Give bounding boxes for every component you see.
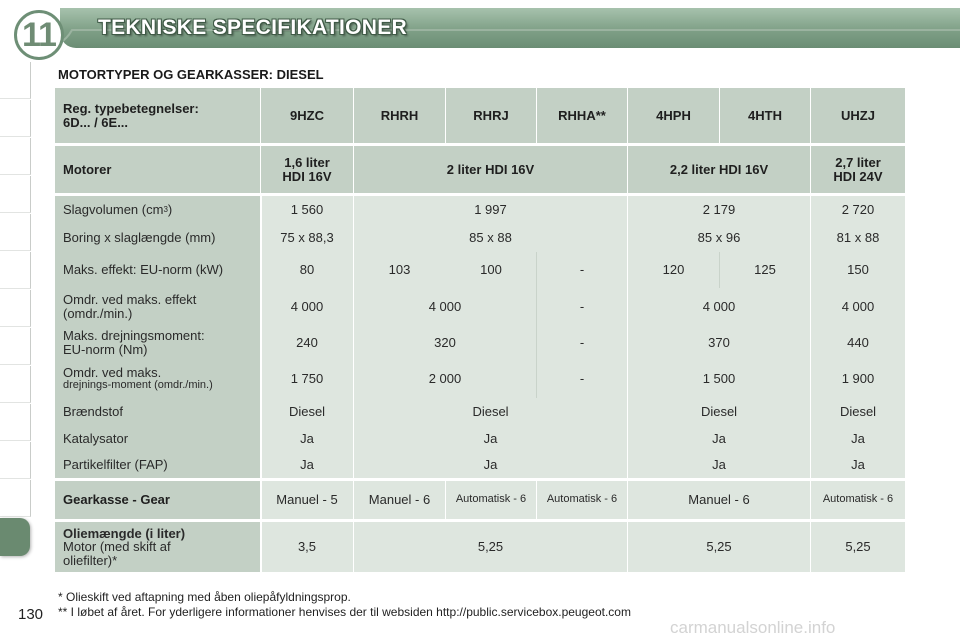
reg-type-label [55,88,260,143]
value-cell: 100 [480,262,502,278]
gear-cell: Manuel - 6 [368,492,431,508]
value-cell: 150 [847,262,869,278]
value-cell: 1 997 [474,202,507,218]
section-title: MOTORTYPER OG GEARKASSER: DIESEL [58,67,324,82]
page-number: 130 [18,606,44,623]
motor-line2: HDI 24V [833,168,883,184]
row-label-slagvolumen [55,196,260,224]
gear-cell: Automatisk - 6 [822,493,894,506]
code-cell: 4HTH [748,107,782,123]
value-cell: 1 750 [290,371,324,387]
value-cell: 1 500 [702,371,736,387]
value-cell: 320 [434,334,456,350]
chapter-tab[interactable] [0,62,31,99]
motor-cell: 2,2 liter HDI 16V [669,161,769,177]
row-label-boring: Boring x slaglængde (mm) [63,230,216,246]
value-cell: Ja [712,457,726,473]
reg-type-label-line1: Reg. typebetegnelser: [63,100,199,116]
value-cell: 1 560 [290,202,324,218]
value-cell: 75 x 88,3 [280,230,334,246]
value-cell: 1 900 [841,371,875,387]
value-cell: - [579,371,585,387]
value-cell: 2 000 [428,371,462,387]
label-line2: EU-norm (Nm) [63,341,148,357]
oil-label [55,522,260,572]
value-cell: Ja [300,430,314,446]
row-label-omdr-effekt [55,288,260,325]
motor-line1: 2,7 liter [835,154,881,170]
code-cell: 9HZC [290,107,324,123]
chapter-tab[interactable] [0,214,31,251]
oil-cell: 3,5 [297,539,317,555]
label-line2: (omdr./min.) [63,305,133,321]
value-cell: Diesel [472,403,509,419]
value-cell: Ja [300,457,314,473]
value-cell: 370 [708,334,730,350]
value-cell: 440 [847,334,869,350]
motor-cell: 2 liter HDI 16V [446,161,535,177]
label-line1: Omdr. ved maks. [63,365,162,381]
value-cell: - [579,298,585,314]
label-line2: drejnings-moment (omdr./min.) [63,379,213,392]
value-cell: 2 720 [841,202,875,218]
value-cell: 2 179 [702,202,736,218]
gear-cell: Manuel - 5 [276,492,338,508]
value-cell: Ja [712,430,726,446]
motor-cell [811,146,905,193]
chapter-tab[interactable] [0,480,31,517]
motor-line2: HDI 16V [282,168,332,184]
value-cell: - [579,334,585,350]
value-cell: Diesel [288,403,326,419]
value-cell: 4 000 [428,298,462,314]
code-cell: 4HPH [656,107,691,123]
code-cell: UHZJ [841,107,875,123]
chapter-tab[interactable] [0,328,31,365]
oil-label-line1: Motor (med skift af [63,539,171,555]
motor-line1: 1,6 liter [284,154,330,170]
row-label-effekt: Maks. effekt: EU-norm (kW) [63,262,224,278]
watermark-text: carmanualsonline.info [670,618,836,637]
value-cell: - [579,262,585,278]
label-line1: Maks. drejningsmoment: [63,327,205,343]
value-cell: 4 000 [290,298,324,314]
value-cell: 125 [754,262,776,278]
chapter-tab[interactable] [0,100,31,137]
value-cell: 80 [299,262,315,278]
chapter-tab[interactable] [0,252,31,289]
label-text-end: ) [167,202,173,218]
row-label-omdr-moment [55,360,260,398]
oil-cell: 5,25 [845,539,871,555]
oil-label-line2: oliefilter)* [63,552,118,568]
motor-cell [261,146,353,193]
page-title: TEKNISKE SPECIFIKATIONER [98,16,408,39]
row-label-partikelfilter: Partikelfilter (FAP) [63,457,168,473]
value-cell: Ja [851,457,865,473]
gear-cell: Manuel - 6 [688,492,750,508]
value-cell: 240 [296,334,318,350]
chapter-tab[interactable] [0,366,31,403]
engine-spec-table [55,88,905,573]
value-cell: Diesel [700,403,738,419]
row-label-katalysator: Katalysator [63,430,129,446]
chapter-tab[interactable] [0,290,31,327]
value-cell: 81 x 88 [836,230,880,246]
label-line1: Omdr. ved maks. effekt [63,291,197,307]
value-cell: 4 000 [702,298,736,314]
gear-cell: Automatisk - 6 [455,493,527,506]
gear-label: Gearkasse - Gear [63,492,170,508]
chapter-tab[interactable] [0,404,31,441]
oil-label-title: Oliemængde (i liter) [63,525,186,541]
code-cell: RHRH [380,107,419,123]
oil-cell: 5,25 [477,539,504,555]
value-cell: Ja [483,457,498,473]
value-cell: 85 x 96 [697,230,741,246]
value-cell: 4 000 [841,298,875,314]
chapter-side-tabs [0,62,34,592]
chapter-tab[interactable] [0,442,31,479]
value-cell: Diesel [839,403,877,419]
code-cell: RHRJ [473,107,509,123]
chapter-tab[interactable] [0,176,31,213]
reg-type-label-line2: 6D... / 6E... [63,114,129,130]
value-cell: 103 [388,262,411,278]
value-cell: Ja [483,430,498,446]
motor-label: Motorer [63,161,112,177]
footnote-1: * Olieskift ved aftapning med åben oliepåfyldningsprop. [58,590,351,604]
code-cell: RHHA** [558,107,606,123]
label-text: Slagvolumen (cm [63,202,164,218]
oil-cell: 5,25 [706,539,732,555]
value-cell: 85 x 88 [469,230,512,246]
row-label-moment [55,325,260,360]
value-cell: 120 [662,262,685,278]
row-label-braendstof: Brændstof [63,403,123,419]
footnote-2: ** I løbet af året. For yderligere informationer henvises der til websiden http://public.servicebox.peugeot.com [58,605,631,619]
chapter-number-badge: 11 [14,10,64,60]
value-cell: Ja [851,430,865,446]
gear-cell: Automatisk - 6 [546,493,618,506]
chapter-tab[interactable] [0,138,31,175]
chapter-tab-active[interactable] [0,518,30,556]
superscript: 3 [163,204,168,214]
